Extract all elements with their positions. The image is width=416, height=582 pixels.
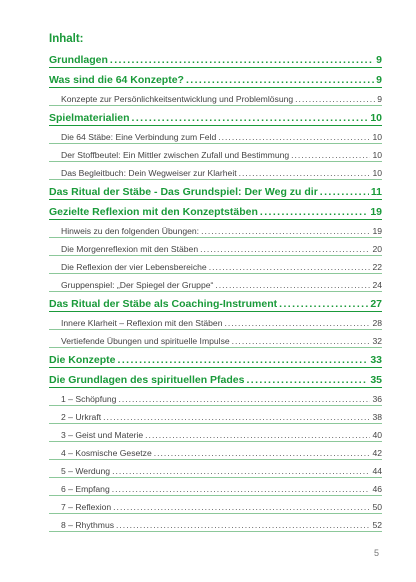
toc-entry-title: Hinweis zu den folgenden Übungen:: [61, 226, 200, 236]
toc-entry-page: 10: [370, 112, 382, 124]
dot-leader: [110, 54, 374, 68]
toc-entry-chapter[interactable]: [49, 48, 382, 68]
dot-leader: [260, 206, 368, 220]
toc-entry-section[interactable]: [49, 88, 382, 106]
toc-entry-chapter[interactable]: [49, 180, 382, 200]
toc-entry-page: 42: [372, 448, 382, 458]
toc-entry-page: 10: [372, 132, 382, 142]
toc-entry-title: Was sind die 64 Konzepte?: [49, 74, 184, 86]
toc-entry-section[interactable]: [49, 460, 382, 478]
toc-entry-chapter[interactable]: [49, 368, 382, 388]
toc-entry-page: 46: [372, 484, 382, 494]
toc-entry-page: 9: [376, 74, 382, 86]
toc-entry-page: 10: [372, 168, 382, 178]
toc-entry-page: 52: [372, 520, 382, 530]
toc-entry-section[interactable]: [49, 478, 382, 496]
toc-entry-title: 8 – Rhythmus: [61, 520, 115, 530]
dot-leader: [186, 74, 374, 88]
toc-heading: Inhalt:: [49, 33, 84, 45]
toc-entry-title: Die 64 Stäbe: Eine Verbindung zum Feld: [61, 132, 217, 142]
toc-entry-title: Die Grundlagen des spirituellen Pfades: [49, 374, 245, 386]
toc-entry-page: 19: [370, 206, 382, 218]
toc-entry-section[interactable]: [49, 406, 382, 424]
toc-entry-page: 20: [372, 244, 382, 254]
toc-entry-section[interactable]: [49, 330, 382, 348]
entry-underline: [49, 531, 382, 532]
toc-entry-page: 22: [372, 262, 382, 272]
toc-entry-title: Die Morgenreflexion mit den Stäben: [61, 244, 199, 254]
dot-leader: [118, 354, 369, 368]
toc-entry-title: 6 – Empfang: [61, 484, 110, 494]
toc-entry-title: Das Ritual der Stäbe - Das Grundspiel: Der Weg zu dir: [49, 186, 318, 198]
toc-entry-title: Grundlagen: [49, 54, 108, 66]
toc-entry-page: 35: [370, 374, 382, 386]
toc-entry-section[interactable]: [49, 442, 382, 460]
toc-entry-title: Spielmaterialien: [49, 112, 130, 124]
toc-entry-title: 5 – Werdung: [61, 466, 111, 476]
dot-leader: [132, 112, 369, 126]
toc-entry-page: 44: [372, 466, 382, 476]
toc-entry-section[interactable]: [49, 220, 382, 238]
toc-entry-title: 2 – Urkraft: [61, 412, 102, 422]
toc-entry-title: 4 – Kosmische Gesetze: [61, 448, 152, 458]
toc-entry-page: 27: [370, 298, 382, 310]
toc-entry-page: 9: [377, 94, 382, 104]
dot-leader: [279, 298, 368, 312]
toc-entry-chapter[interactable]: [49, 200, 382, 220]
page-number: 5: [373, 548, 379, 558]
toc-entry-title: Konzepte zur Persönlichkeitsentwicklung und Problemlösung: [61, 94, 294, 104]
toc-entry-title: Die Konzepte: [49, 354, 116, 366]
toc-entry-section[interactable]: [49, 274, 382, 292]
toc-entry-title: Vertiefende Übungen und spirituelle Impulse: [61, 336, 230, 346]
dot-leader: [246, 374, 368, 388]
toc-entry-page: 38: [372, 412, 382, 422]
toc-entry-section[interactable]: [49, 388, 382, 406]
toc-entry-title: Der Stoffbeutel: Ein Mittler zwischen Zufall und Bestimmung: [61, 150, 290, 160]
toc-entry-section[interactable]: [49, 144, 382, 162]
toc-entry-page: 50: [372, 502, 382, 512]
toc-entry-page: 32: [372, 336, 382, 346]
toc-entry-section[interactable]: [49, 256, 382, 274]
toc-entry-section[interactable]: [49, 126, 382, 144]
toc-entry-chapter[interactable]: [49, 106, 382, 126]
toc-entry-title: 7 – Reflexion: [61, 502, 112, 512]
toc-entry-section[interactable]: [49, 312, 382, 330]
toc-entry-page: 40: [372, 430, 382, 440]
toc-entry-title: Innere Klarheit – Reflexion mit den Stäben: [61, 318, 223, 328]
toc-entry-page: 19: [372, 226, 382, 236]
toc-entry-section[interactable]: [49, 238, 382, 256]
toc-entry-title: Gruppenspiel: „Der Spiegel der Gruppe“: [61, 280, 214, 290]
toc-entry-page: 9: [376, 54, 382, 66]
toc-entry-title: Das Ritual der Stäbe als Coaching-Instrument: [49, 298, 278, 310]
toc-entry-title: 3 – Geist und Materie: [61, 430, 144, 440]
toc-entry-page: 28: [372, 318, 382, 328]
toc-entry-title: Die Reflexion der vier Lebensbereiche: [61, 262, 207, 272]
toc-entry-page: 10: [372, 150, 382, 160]
toc-entry-section[interactable]: [49, 162, 382, 180]
toc-entry-page: 36: [372, 394, 382, 404]
toc-entry-chapter[interactable]: [49, 68, 382, 88]
toc-entry-title: 1 – Schöpfung: [61, 394, 117, 404]
toc-entry-chapter[interactable]: [49, 348, 382, 368]
toc-entry-section[interactable]: [49, 424, 382, 442]
toc-entry-page: 33: [370, 354, 382, 366]
toc-entry-section[interactable]: [49, 496, 382, 514]
toc-entry-page: 11: [370, 186, 382, 198]
toc-entry-section[interactable]: [49, 514, 382, 532]
toc-entry-title: Das Begleitbuch: Dein Wegweiser zur Klarheit: [61, 168, 237, 178]
toc-entry-page: 24: [372, 280, 382, 290]
toc-entry-chapter[interactable]: [49, 292, 382, 312]
toc-entry-title: Gezielte Reflexion mit den Konzeptstäben: [49, 206, 258, 218]
dot-leader: [320, 186, 369, 200]
table-of-contents: [49, 48, 382, 532]
